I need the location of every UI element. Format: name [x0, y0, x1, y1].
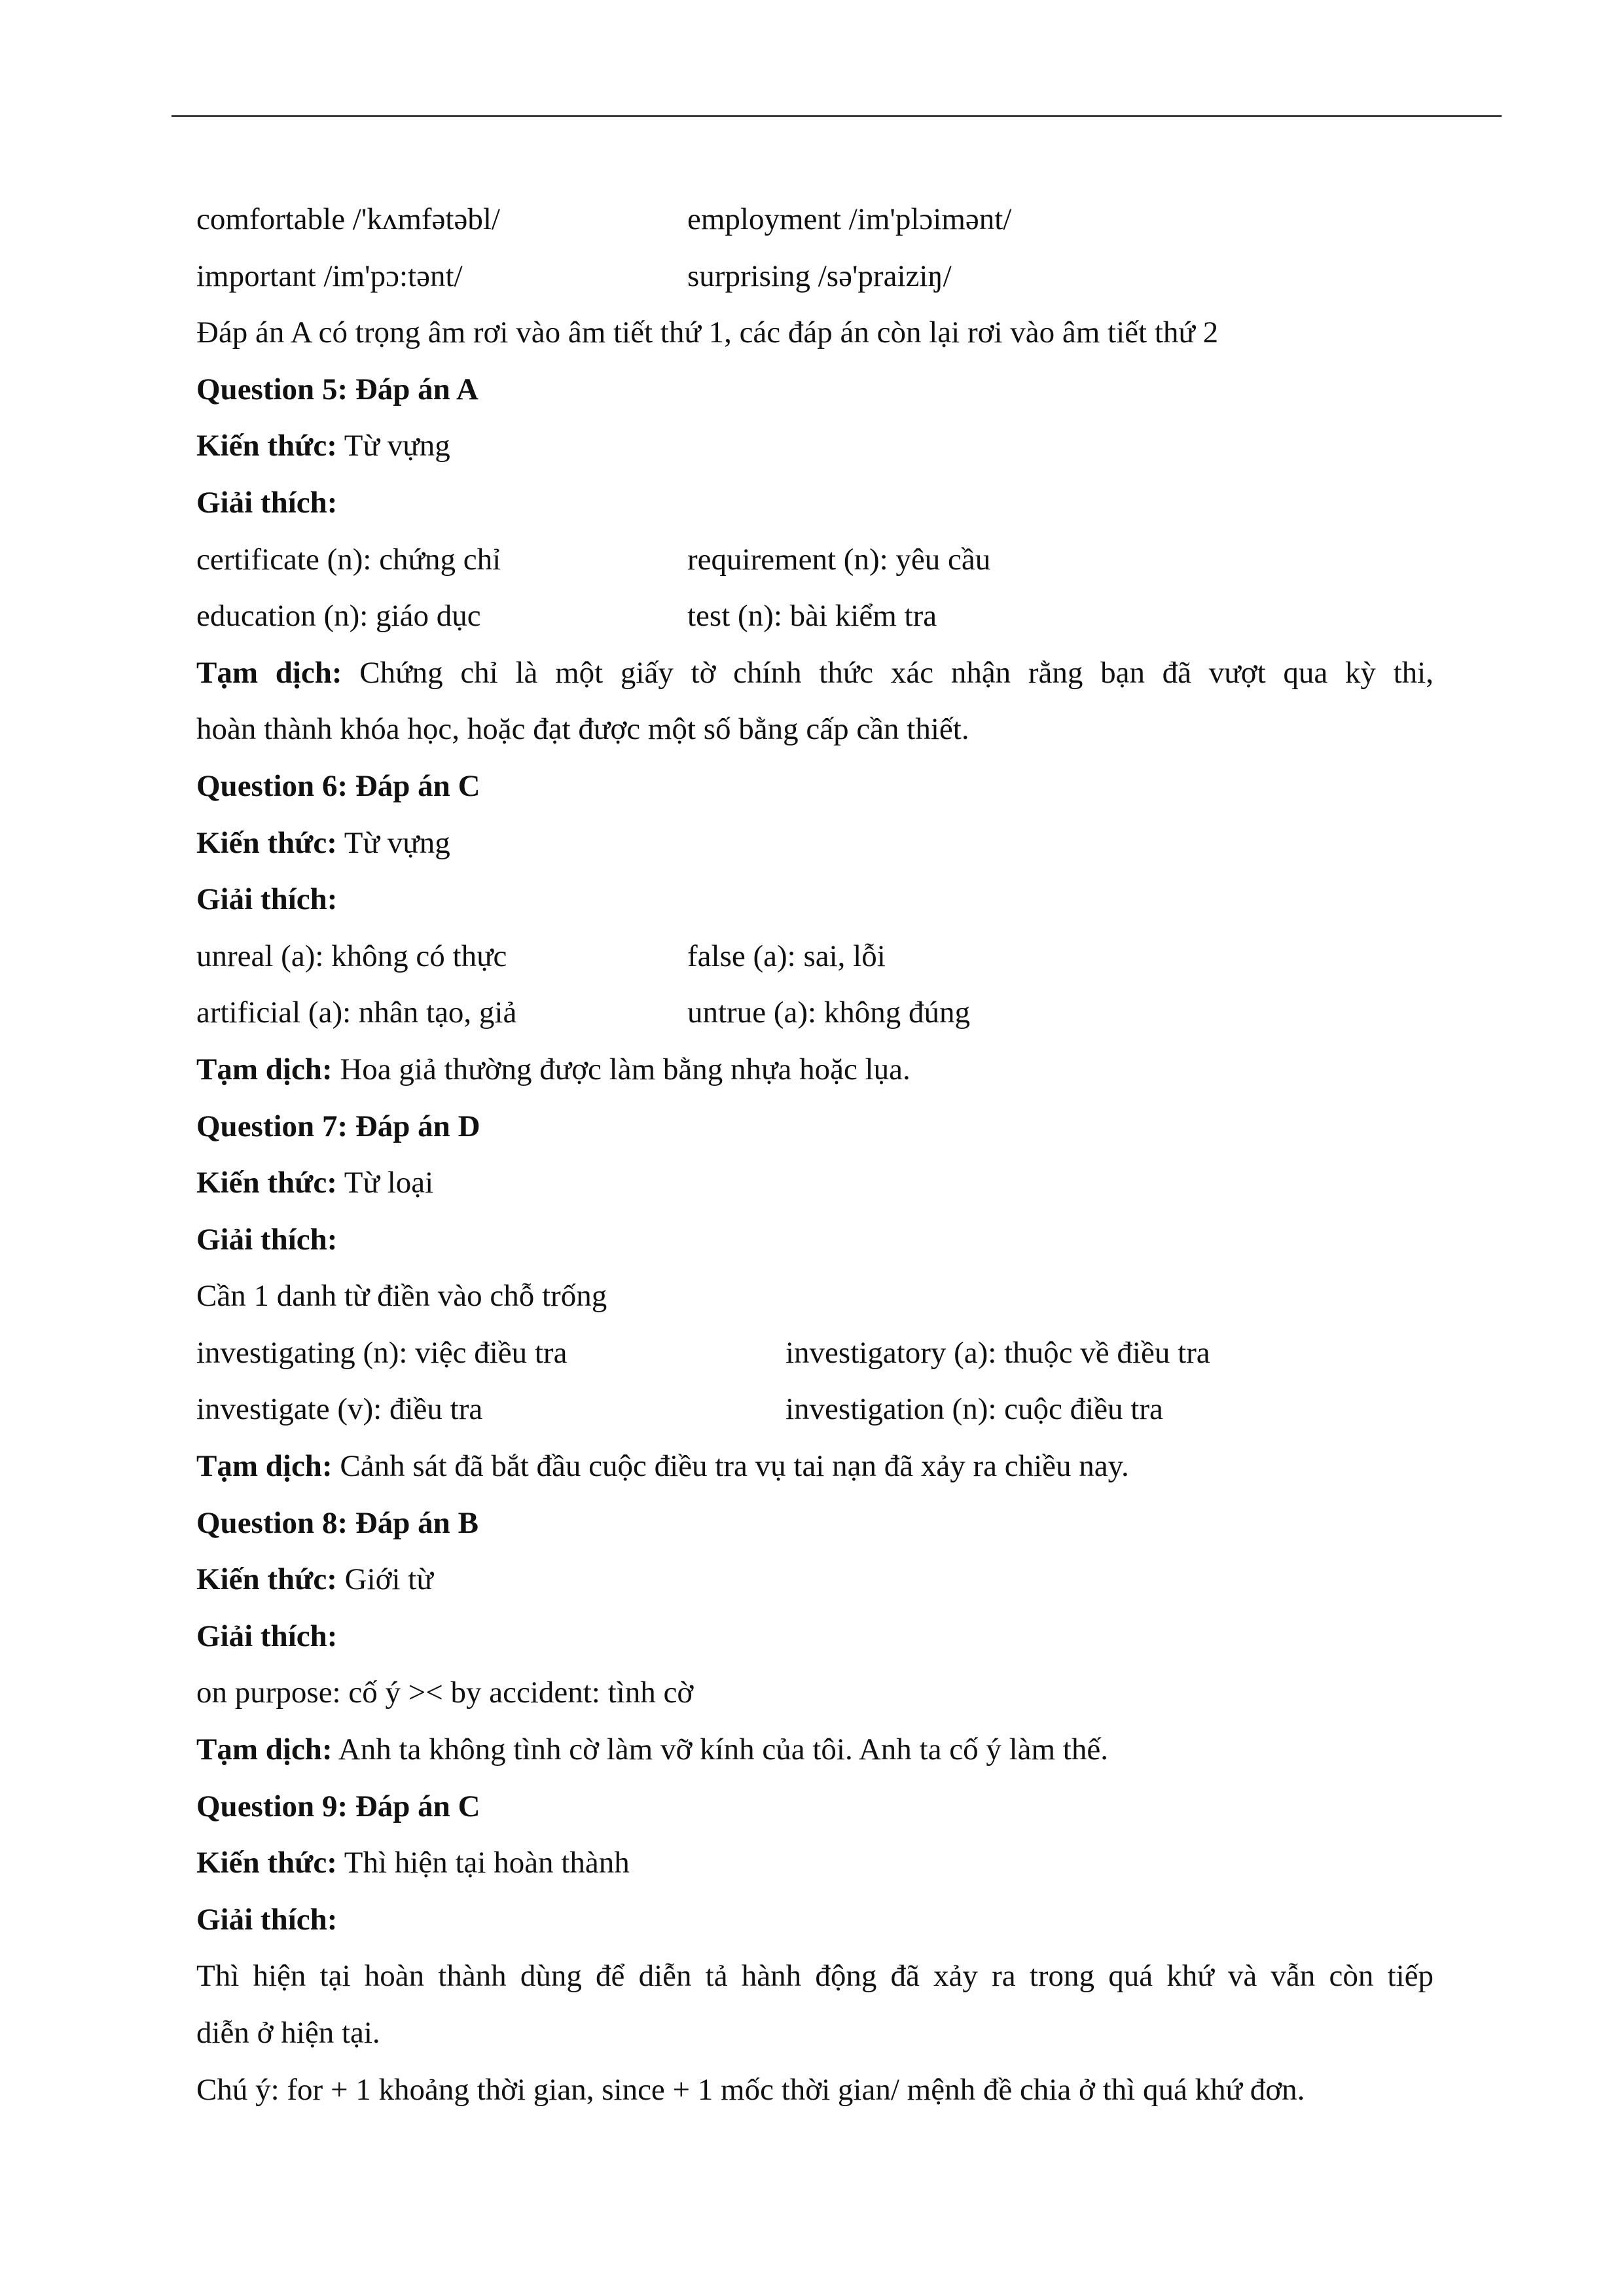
knowledge-label: Kiến thức: — [196, 429, 337, 463]
vocab-entry: investigating (n): việc điều tra — [196, 1335, 568, 1370]
vocab-entry: unreal (a): không có thực — [196, 939, 507, 973]
translation-label: Tạm dịch: — [196, 1052, 333, 1086]
question-title: Question 5: Đáp án A — [196, 372, 478, 406]
vocab-row — [196, 1381, 1434, 1438]
pronunciation-note: Đáp án A có trọng âm rơi vào âm tiết thứ 1, các đáp án còn lại rơi vào âm tiết thứ 2 — [196, 315, 1219, 350]
vocab-row — [196, 531, 1434, 588]
knowledge-line — [196, 418, 1434, 475]
word-pronunciation: comfortable /'kʌmfətəbl/ — [196, 202, 500, 236]
vocab-entry: untrue (a): không đúng — [687, 996, 971, 1030]
knowledge-value: Từ loại — [344, 1166, 434, 1200]
explain-note: Cần 1 danh từ điền vào chỗ trống — [196, 1279, 607, 1314]
knowledge-value: Giới từ — [344, 1562, 433, 1597]
question-title: Question 7: Đáp án D — [196, 1109, 480, 1143]
vocab-row — [196, 984, 1434, 1041]
vocab-row — [196, 588, 1434, 645]
knowledge-line — [196, 1155, 1434, 1211]
explain-label: Giải thích: — [196, 882, 338, 917]
vocab-entry: false (a): sai, lỗi — [687, 939, 886, 973]
knowledge-label: Kiến thức: — [196, 1562, 337, 1597]
translation-line — [196, 645, 1434, 702]
translation-line — [196, 1721, 1434, 1778]
translation-text: Anh ta không tình cờ làm vỡ kính của tôi. Anh ta cố ý làm thế. — [338, 1732, 1108, 1767]
explain-continuation: diễn ở hiện tại. — [196, 2016, 380, 2050]
knowledge-label: Kiến thức: — [196, 825, 337, 860]
vocab-row — [196, 1325, 1434, 1382]
vocab-row — [196, 928, 1434, 985]
knowledge-value: Từ vựng — [344, 429, 450, 463]
knowledge-line — [196, 815, 1434, 872]
explain-label: Giải thích: — [196, 1222, 338, 1257]
explain-text: Thì hiện tại hoàn thành dùng để diễn tả hành động đã xảy ra trong quá khứ và vẫn còn tiếp — [196, 1959, 1434, 1994]
word-pronunciation: important /im'pɔ:tənt/ — [196, 259, 463, 293]
translation-label: Tạm dịch: — [196, 655, 342, 690]
question-title: Question 6: Đáp án C — [196, 768, 480, 803]
explain-note: Chú ý: for + 1 khoảng thời gian, since + 1 mốc thời gian/ mệnh đề chia ở thì quá khứ đơn. — [196, 2072, 1305, 2107]
vocab-entry: test (n): bài kiểm tra — [687, 599, 937, 634]
explain-label: Giải thích: — [196, 1902, 338, 1937]
vocab-entry: investigation (n): cuộc điều tra — [785, 1392, 1163, 1427]
knowledge-value: Thì hiện tại hoàn thành — [344, 1846, 630, 1880]
vocab-entry: certificate (n): chứng chỉ — [196, 542, 501, 577]
translation-label: Tạm dịch: — [196, 1732, 333, 1767]
translation-continuation: hoàn thành khóa học, hoặc đạt được một số bằng cấp cần thiết. — [196, 712, 969, 747]
knowledge-value: Từ vựng — [344, 825, 450, 860]
pronunciation-row — [196, 248, 1434, 305]
question-title: Question 8: Đáp án B — [196, 1505, 478, 1540]
knowledge-line — [196, 1835, 1434, 1892]
translation-line — [196, 1438, 1434, 1495]
vocab-entry: artificial (a): nhân tạo, giả — [196, 996, 517, 1030]
explain-label: Giải thích: — [196, 485, 338, 520]
translation-line — [196, 1041, 1434, 1098]
knowledge-label: Kiến thức: — [196, 1166, 337, 1200]
translation-text: Cảnh sát đã bắt đầu cuộc điều tra vụ tai nạn đã xảy ra chiều nay. — [340, 1449, 1129, 1484]
knowledge-line — [196, 1551, 1434, 1608]
translation-text: Hoa giả thường được làm bằng nhựa hoặc lụa. — [340, 1052, 911, 1086]
vocab-entry: education (n): giáo dục — [196, 599, 481, 634]
explain-label: Giải thích: — [196, 1619, 338, 1653]
vocab-entry: investigate (v): điều tra — [196, 1392, 483, 1427]
word-pronunciation: employment /im'plɔimənt/ — [687, 202, 1012, 236]
explain-note: on purpose: cố ý >< by accident: tình cờ — [196, 1676, 694, 1710]
vocab-entry: requirement (n): yêu cầu — [687, 542, 991, 577]
translation-text: Chứng chỉ là một giấy tờ chính thức xác nhận rằng bạn đã vượt qua kỳ thi, — [359, 655, 1434, 690]
vocab-entry: investigatory (a): thuộc về điều tra — [785, 1335, 1210, 1370]
document-body — [196, 191, 1434, 2118]
question-title: Question 9: Đáp án C — [196, 1789, 480, 1823]
translation-label: Tạm dịch: — [196, 1449, 333, 1484]
word-pronunciation: surprising /sə'praiziŋ/ — [687, 259, 952, 293]
pronunciation-row — [196, 191, 1434, 248]
knowledge-label: Kiến thức: — [196, 1846, 337, 1880]
header-rule — [171, 115, 1502, 117]
